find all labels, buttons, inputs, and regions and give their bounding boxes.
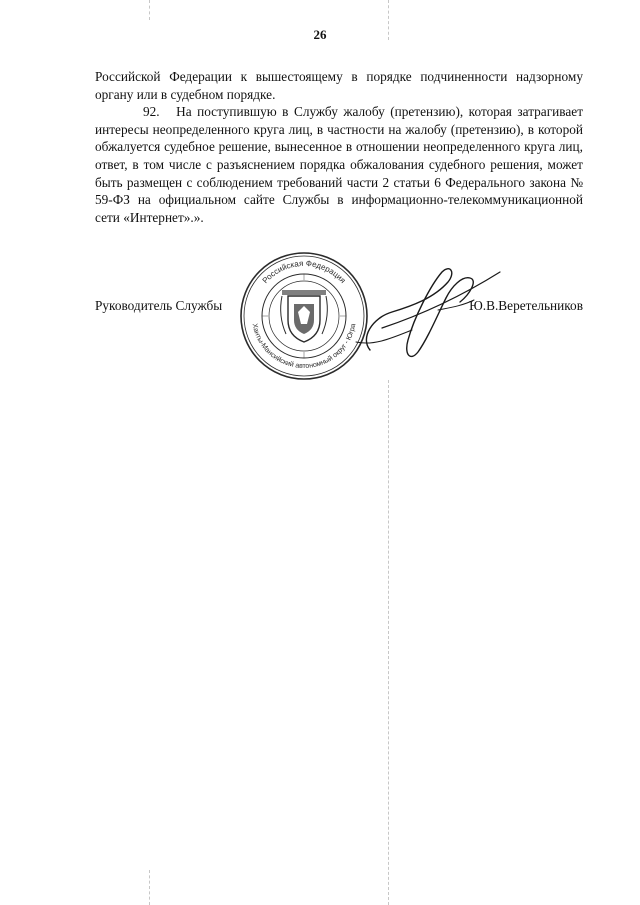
signatory-position: Руководитель Службы: [95, 298, 223, 313]
scan-artifact-line: [388, 380, 389, 905]
paragraph-continuation: Российской Федерации к вышестоящему в порядке подчиненности надзорному органу или в судебном порядке.: [95, 69, 583, 102]
page-number: 26: [313, 27, 327, 42]
signatory-name: Ю.В.Веретельников: [469, 298, 583, 313]
scan-artifact-line: [149, 870, 150, 905]
coat-of-arms-icon: [281, 290, 328, 342]
seal-text-bottom: Ханты-Мансийский автономный округ - Югра: [250, 323, 358, 371]
scan-artifact-line: [149, 0, 150, 20]
paragraph-92: 92. На поступившую в Службу жалобу (претензию), которая затрагивает интересы неопределенного круга лиц, в частности на жалобу (претензию), в которой обжалуется судебное решение, вынесенное в отношении неопределенного круга лиц, ответ, в том числе с разъяснением порядка обжалования судебного решения, может быть размещен с соблюдением требований части 2 статьи 6 Федерального закона № 59-ФЗ на официальном сайте Службы в информационно-телекоммуникационной сети «Интернет».».: [95, 104, 583, 225]
seal-text-top: Российская Федерация: [260, 258, 348, 286]
official-seal-icon: [238, 250, 370, 382]
document-body: [95, 68, 583, 226]
